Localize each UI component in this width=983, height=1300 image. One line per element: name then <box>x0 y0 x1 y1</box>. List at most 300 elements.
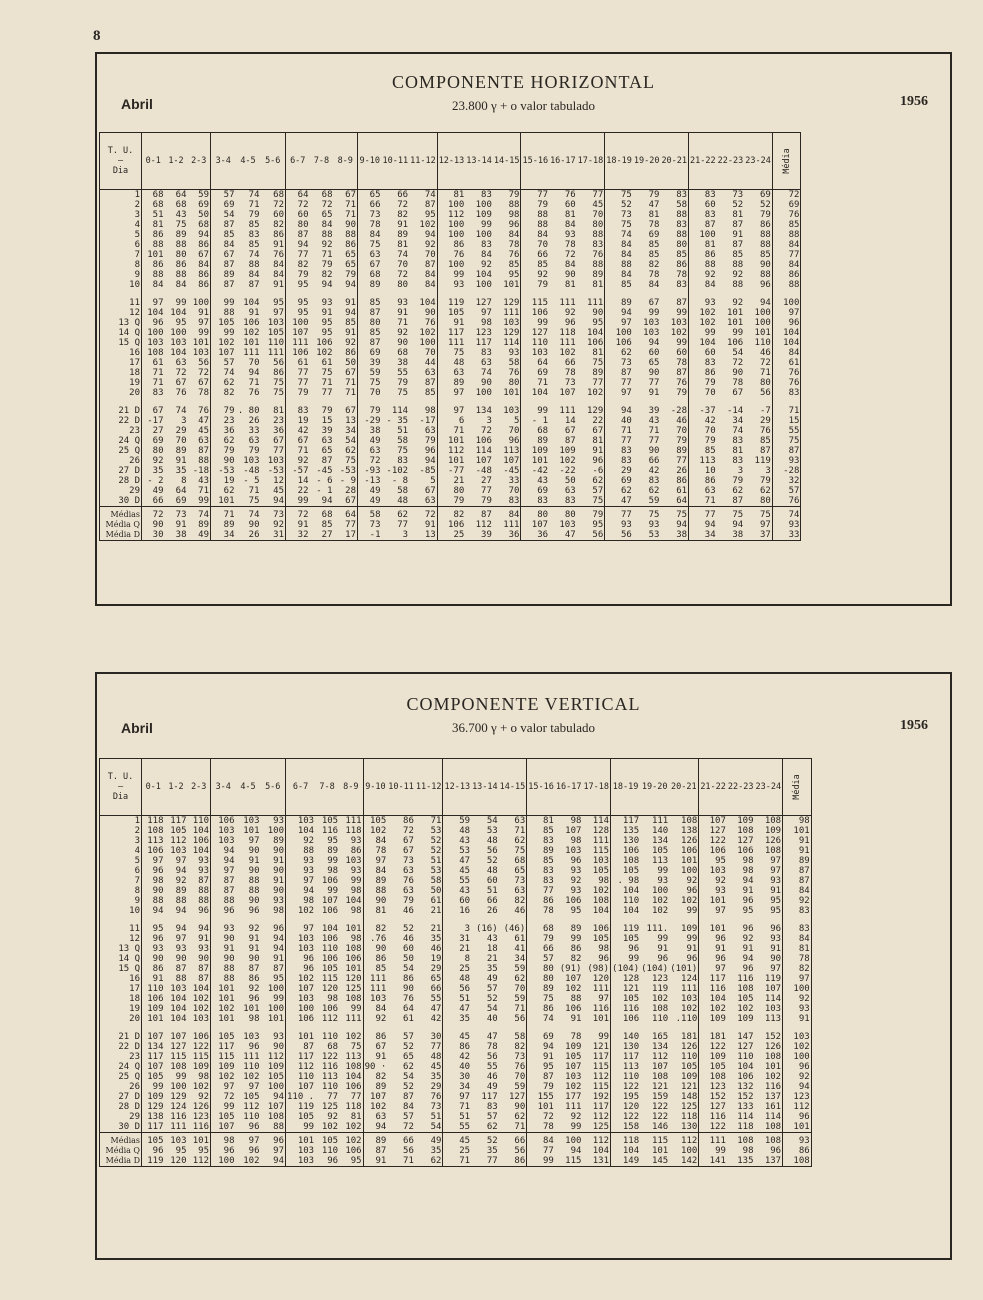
value-cell: 62 <box>211 436 236 446</box>
value-cell: 91 <box>175 456 187 466</box>
value-cell: 95 <box>508 270 520 280</box>
value-cell: 93 <box>273 816 284 826</box>
table-row <box>100 886 812 896</box>
value-cell: 98 <box>598 944 610 954</box>
hour-header: 21-22 <box>689 133 717 190</box>
value-cell: 89 <box>527 846 555 856</box>
value-cell: 94 <box>175 924 187 934</box>
value-cell: 92 <box>689 270 717 280</box>
mean-value-cell: 115 <box>640 1133 669 1147</box>
value-cell: 102 <box>192 994 209 1004</box>
value-cell: 65 <box>321 446 333 456</box>
value-cell: 82 <box>570 954 582 964</box>
value-cell: 91 <box>770 886 782 896</box>
value-cell: 107 <box>363 1092 387 1102</box>
value-cell: 84 <box>403 1102 414 1112</box>
value-cell: 82 <box>363 916 387 934</box>
value-cell: 81 <box>564 210 576 220</box>
mean-value-cell: 94 <box>732 520 744 530</box>
value-cell: 105 <box>651 846 669 856</box>
value-cell: 57 <box>486 984 498 994</box>
value-cell: 90 <box>142 954 165 964</box>
mean-value-cell: 53 <box>648 530 660 540</box>
hour-header: 15-16 <box>521 133 549 190</box>
value-cell: 79 <box>437 496 465 506</box>
value-cell: 54 <box>486 1004 498 1014</box>
value-cell: 113 <box>764 1014 782 1024</box>
value-cell: 76 <box>430 1092 442 1102</box>
mean-value-cell: 62 <box>382 507 410 521</box>
value-cell: 62 <box>211 378 236 388</box>
value-cell: 65 <box>345 260 356 270</box>
value-cell: 83 <box>248 230 260 240</box>
value-cell: 90 <box>142 886 165 896</box>
value-cell: 63 <box>175 358 187 368</box>
value-cell: 62 <box>403 1062 414 1072</box>
value-cell: 103 <box>267 456 284 466</box>
value-cell: 67 <box>273 436 284 446</box>
value-cell: 103 <box>681 994 698 1004</box>
value-cell: 69 <box>142 436 165 446</box>
daily-mean-cell: 96 <box>772 318 801 328</box>
value-cell: 63 <box>424 426 436 436</box>
value-cell: 106 <box>605 338 633 348</box>
value-cell: 75 <box>514 846 526 856</box>
value-cell: 84 <box>508 230 520 240</box>
daily-mean-cell: 123 <box>783 1092 812 1102</box>
mean-value-cell: 79 <box>577 507 605 521</box>
value-cell: 122 <box>321 1052 339 1062</box>
value-cell: 91 <box>648 388 660 398</box>
value-cell: 90 <box>732 368 744 378</box>
table-row <box>100 200 801 210</box>
value-cell: 110 <box>611 1072 641 1082</box>
value-cell: 106 <box>243 318 260 328</box>
value-cell: 62 <box>514 1112 526 1122</box>
value-cell: 111 <box>363 984 387 994</box>
value-cell: 55 <box>443 876 471 886</box>
value-cell: 50 <box>198 210 209 220</box>
value-cell: 90 <box>248 954 260 964</box>
value-cell: 101 <box>726 318 744 328</box>
value-cell: 101 <box>243 826 260 836</box>
value-cell: 80 <box>142 446 165 456</box>
value-cell: 90 <box>248 866 260 876</box>
value-cell: 85 <box>424 388 436 398</box>
value-cell: 60 <box>403 944 414 954</box>
value-cell: 44 <box>424 358 436 368</box>
value-cell: 75 <box>273 378 284 388</box>
hour-header: 5-6 <box>261 759 286 816</box>
value-cell: 108 <box>681 816 698 826</box>
value-cell: 67 <box>403 846 414 856</box>
vertical-year: 1956 <box>900 718 928 733</box>
value-cell: 98 <box>142 876 165 886</box>
mean-value-cell: 77 <box>397 520 409 530</box>
value-cell: 72 <box>732 358 744 368</box>
table-row <box>100 436 801 446</box>
value-cell: 3 <box>737 466 744 476</box>
value-cell: 90 <box>648 446 660 456</box>
value-cell: 71 <box>345 210 356 220</box>
value-cell: 85 <box>676 250 688 260</box>
daily-mean-cell: 93 <box>772 456 801 466</box>
value-cell: 81 <box>592 280 604 290</box>
value-cell: 108 <box>737 984 754 994</box>
value-cell: 79 <box>759 476 771 486</box>
mean-value-cell: 99 <box>527 1156 555 1167</box>
value-cell: 74 <box>248 190 260 200</box>
day-label: 29 <box>129 1112 140 1122</box>
value-cell: (104) <box>641 964 669 974</box>
value-cell: 14 <box>564 416 576 426</box>
day-label: 5 <box>134 230 140 240</box>
value-cell: 83 <box>481 240 492 250</box>
value-cell: 78 <box>363 846 387 856</box>
value-cell: 105 <box>611 866 641 876</box>
value-cell: 99 <box>273 994 284 1004</box>
value-cell: 117 <box>592 1052 610 1062</box>
value-cell: 97 <box>481 308 492 318</box>
value-cell: 43 <box>175 210 187 220</box>
value-cell: 79 <box>248 210 260 220</box>
value-cell: 61 <box>403 1014 414 1024</box>
mean-value-cell: 97 <box>236 1133 261 1147</box>
value-cell: 109 <box>681 1072 698 1082</box>
value-cell: 103 <box>670 318 688 328</box>
value-cell: 65 <box>358 190 382 201</box>
value-cell: 111 <box>170 1122 187 1132</box>
value-cell: 84 <box>175 280 187 290</box>
value-cell: 111 <box>345 1014 362 1024</box>
page-number: 8 <box>93 28 101 44</box>
value-cell: 29 <box>430 964 442 974</box>
mean-value-cell: 106 <box>345 1146 362 1156</box>
value-cell: 77 <box>327 1092 339 1102</box>
value-cell: 96 <box>248 1122 260 1132</box>
daily-mean-cell: 102 <box>783 1042 812 1052</box>
value-cell: 105 <box>211 1112 236 1122</box>
value-cell: 68 <box>327 1042 339 1052</box>
value-cell: 103 <box>170 846 187 856</box>
vertical-header <box>97 674 950 750</box>
value-cell: 85 <box>759 250 771 260</box>
value-cell: 96 <box>424 446 436 456</box>
value-cell: 87 <box>321 456 333 466</box>
value-cell: 100 <box>681 866 698 876</box>
value-cell: 107 <box>142 1024 165 1042</box>
value-cell: 100 <box>267 826 284 836</box>
mean-value-cell: 105 <box>142 1133 165 1147</box>
value-cell: 92 <box>345 338 356 348</box>
vertical-month: Abril <box>121 720 153 736</box>
value-cell: 110 <box>737 1052 754 1062</box>
value-cell: 35 <box>430 934 442 944</box>
value-cell: 83 <box>689 190 717 201</box>
value-cell: 106 <box>211 816 236 827</box>
value-cell: 84 <box>481 250 492 260</box>
value-cell: 35 <box>142 466 165 476</box>
value-cell: 134 <box>651 836 669 846</box>
value-cell: 63 <box>514 886 526 896</box>
value-cell: 102 <box>243 1072 260 1082</box>
value-cell: 112 <box>437 446 465 456</box>
value-cell: 72 <box>759 358 771 368</box>
value-cell: 117 <box>170 816 187 826</box>
value-cell: 88 <box>605 260 633 270</box>
horizontal-header <box>97 54 950 130</box>
mean-value-cell: 103 <box>165 1133 188 1147</box>
table-row <box>100 1024 812 1042</box>
value-cell: 91 <box>686 944 698 954</box>
value-cell: 100 <box>754 308 771 318</box>
value-cell: 48 <box>437 358 465 368</box>
value-cell: 90 <box>211 954 236 964</box>
value-cell: 119 <box>286 1102 316 1112</box>
value-cell: 71 <box>430 816 442 826</box>
daily-mean-cell: 77 <box>772 250 801 260</box>
value-cell: 115 <box>170 1052 187 1062</box>
mean-value-cell: 56 <box>403 1146 414 1156</box>
value-cell: 92 <box>732 270 744 280</box>
value-cell: 121 <box>611 984 641 994</box>
table-row <box>100 934 812 944</box>
value-cell: 87 <box>564 436 576 446</box>
value-cell: 108 <box>345 994 362 1004</box>
value-cell: 108 <box>699 1072 727 1082</box>
mean-value-cell: 93 <box>648 520 660 530</box>
value-cell: 52 <box>430 846 442 856</box>
day-label: 11 <box>129 298 140 308</box>
value-cell: 67 <box>175 378 187 388</box>
value-cell: 97 <box>605 318 633 328</box>
value-cell: 81 <box>142 220 165 230</box>
value-cell: 96 <box>759 280 771 290</box>
value-cell: 100 <box>286 1004 316 1014</box>
value-cell: 15 <box>321 416 333 426</box>
value-cell: 111 <box>345 816 362 826</box>
mean-value-cell: 118 <box>611 1133 641 1147</box>
value-cell: 99 <box>211 328 236 338</box>
value-cell: 88 <box>345 230 356 240</box>
value-cell: 88 <box>175 270 187 280</box>
value-cell: 77 <box>592 378 604 388</box>
value-cell: 107 <box>565 826 582 836</box>
value-cell: 26 <box>676 466 688 476</box>
value-cell: 79 <box>648 190 660 200</box>
value-cell: 96 <box>699 954 727 964</box>
value-cell: 106 <box>475 436 492 446</box>
mean-value-cell: 74 <box>188 507 211 521</box>
value-cell: 45 <box>198 426 209 436</box>
value-cell: 97 <box>211 1082 236 1092</box>
value-cell: 83 <box>689 358 717 368</box>
mean-value-cell: 95 <box>592 520 604 530</box>
value-cell: 79 <box>508 190 520 200</box>
value-cell: 112 <box>170 836 187 846</box>
value-cell: 80 <box>759 496 771 506</box>
value-cell: 58 <box>508 358 520 368</box>
value-cell: 130 <box>611 1042 641 1052</box>
value-cell: 161 <box>764 1102 782 1112</box>
mean-value-cell: 58 <box>358 507 382 521</box>
mean-value-cell: 35 <box>430 1146 442 1156</box>
mean-value-cell: 96 <box>261 1133 286 1147</box>
value-cell: 104 <box>170 994 187 1004</box>
value-cell: 109 <box>699 1014 727 1024</box>
value-cell: 56 <box>273 358 284 368</box>
value-cell: 100 <box>754 318 771 328</box>
value-cell: 97 <box>770 964 782 974</box>
value-cell: 67 <box>198 250 209 260</box>
hour-header: 23-24 <box>744 133 772 190</box>
overall-mean-cell: 108 <box>783 1156 812 1167</box>
value-cell: 112 <box>267 1052 284 1062</box>
mean-value-cell: -1 <box>358 530 382 541</box>
value-cell: 114 <box>592 816 610 826</box>
value-cell: 39 <box>648 406 660 416</box>
value-cell: 106 <box>611 846 641 856</box>
mean-value-cell: 119 <box>142 1156 165 1167</box>
value-cell: 88 <box>198 886 209 896</box>
value-cell: 109 <box>764 826 782 836</box>
value-cell: 113 <box>651 856 669 866</box>
value-cell: 55 <box>486 1062 498 1072</box>
value-cell: 71 <box>521 378 549 388</box>
value-cell: 106 <box>321 876 339 886</box>
value-cell: 104 <box>192 846 209 856</box>
value-cell: 86 <box>363 1024 387 1042</box>
value-cell: 105 <box>142 1072 165 1082</box>
value-cell: 130 <box>681 1122 698 1132</box>
hour-header: 16-17 <box>555 759 583 816</box>
value-cell: 118 <box>345 1102 362 1112</box>
hour-header: 19-20 <box>640 759 669 816</box>
value-cell: 47 <box>486 1032 498 1042</box>
value-cell: 62 <box>592 476 604 486</box>
header-row <box>100 759 812 816</box>
value-cell: 100 <box>475 388 492 398</box>
value-cell: 101 <box>503 388 520 398</box>
value-cell: 86 <box>142 964 165 974</box>
daily-mean-cell: 97 <box>783 974 812 984</box>
value-cell: 122 <box>699 836 727 846</box>
value-cell: 83 <box>286 398 310 416</box>
value-cell: 109 <box>681 924 698 934</box>
value-cell: 103 <box>521 348 549 358</box>
value-cell: 74 <box>397 250 409 260</box>
value-cell: 118 <box>345 826 362 836</box>
value-cell: 39 <box>321 426 333 436</box>
hour-header: 9-10 <box>358 133 382 190</box>
value-cell: 94 <box>605 308 633 318</box>
value-cell: 89 <box>175 230 187 240</box>
value-cell: 50 <box>345 358 356 368</box>
mean-value-cell: 71 <box>443 1156 471 1167</box>
value-cell: 90 <box>248 846 260 856</box>
value-cell: (98) <box>587 964 610 974</box>
value-cell: 104 <box>419 298 436 308</box>
value-cell: 21 <box>486 954 498 964</box>
value-cell: 43 <box>443 886 471 896</box>
value-cell: 126 <box>764 836 782 846</box>
hour-header: 10-11 <box>387 759 415 816</box>
hour-header: 0-1 <box>142 133 165 190</box>
value-cell: 100 <box>437 230 465 240</box>
value-cell: 104 <box>689 338 717 348</box>
value-cell: 71 <box>759 368 771 378</box>
value-cell: 177 <box>565 1092 582 1102</box>
day-label: 25 Q <box>118 446 140 456</box>
value-cell: 85 <box>648 250 660 260</box>
value-cell: 159 <box>651 1092 669 1102</box>
value-cell: 108 <box>764 1052 782 1062</box>
value-cell: 82 <box>321 270 333 280</box>
value-cell: 84 <box>424 270 436 280</box>
mean-value-cell: 103 <box>559 520 576 530</box>
value-cell: 102 <box>670 328 688 338</box>
value-cell: 88 <box>175 974 187 984</box>
value-cell: 85 <box>211 230 236 240</box>
value-cell: 84 <box>605 240 633 250</box>
value-cell: 23 <box>211 416 236 426</box>
value-cell: 63 <box>321 436 333 446</box>
hour-header: 20-21 <box>669 759 699 816</box>
mean-value-cell: 112 <box>669 1133 699 1147</box>
value-cell: 83 <box>142 388 165 398</box>
value-cell: 76 <box>564 190 576 200</box>
value-cell: 124 <box>170 1102 187 1112</box>
mean-value-cell: 102 <box>339 1133 363 1147</box>
mean-value-cell: 82 <box>437 507 465 521</box>
value-cell: - 5 <box>243 476 260 486</box>
value-cell: 133 <box>737 1102 754 1112</box>
value-cell: 60 <box>286 210 310 220</box>
value-cell: 97 <box>286 876 316 886</box>
mean-value-cell: 39 <box>481 530 492 540</box>
value-cell: 77 <box>527 886 555 896</box>
value-cell: -17 <box>419 416 436 426</box>
value-cell: 66 <box>430 984 442 994</box>
table-row <box>100 388 801 398</box>
value-cell: 29 <box>175 426 187 436</box>
mean-value-cell: 77 <box>527 1146 555 1156</box>
value-cell: 84 <box>689 280 717 290</box>
value-cell: 102 <box>737 1004 754 1014</box>
value-cell: 56 <box>486 1052 498 1062</box>
value-cell: 107 <box>170 1032 187 1042</box>
mean-value-cell: 77 <box>486 1156 498 1166</box>
value-cell: 79 <box>481 496 492 506</box>
value-cell: 42 <box>286 426 310 436</box>
value-cell: 102 <box>689 318 717 328</box>
value-cell: 129 <box>586 406 604 416</box>
day-header-dash: — <box>117 156 124 166</box>
value-cell: 3 <box>443 916 471 934</box>
value-cell: 88 <box>142 270 165 280</box>
value-cell: 106 <box>565 896 582 906</box>
value-cell: 54 <box>345 436 356 446</box>
value-cell: 52 <box>486 994 498 1004</box>
value-cell: 101 <box>754 328 771 338</box>
value-cell: 77 <box>481 486 492 496</box>
value-cell: 67 <box>142 398 165 416</box>
value-cell: 75 <box>248 496 260 506</box>
value-cell: 71 <box>514 1004 526 1014</box>
table-row <box>100 398 801 416</box>
value-cell: 71 <box>248 486 260 496</box>
value-cell: -14 <box>726 406 744 416</box>
